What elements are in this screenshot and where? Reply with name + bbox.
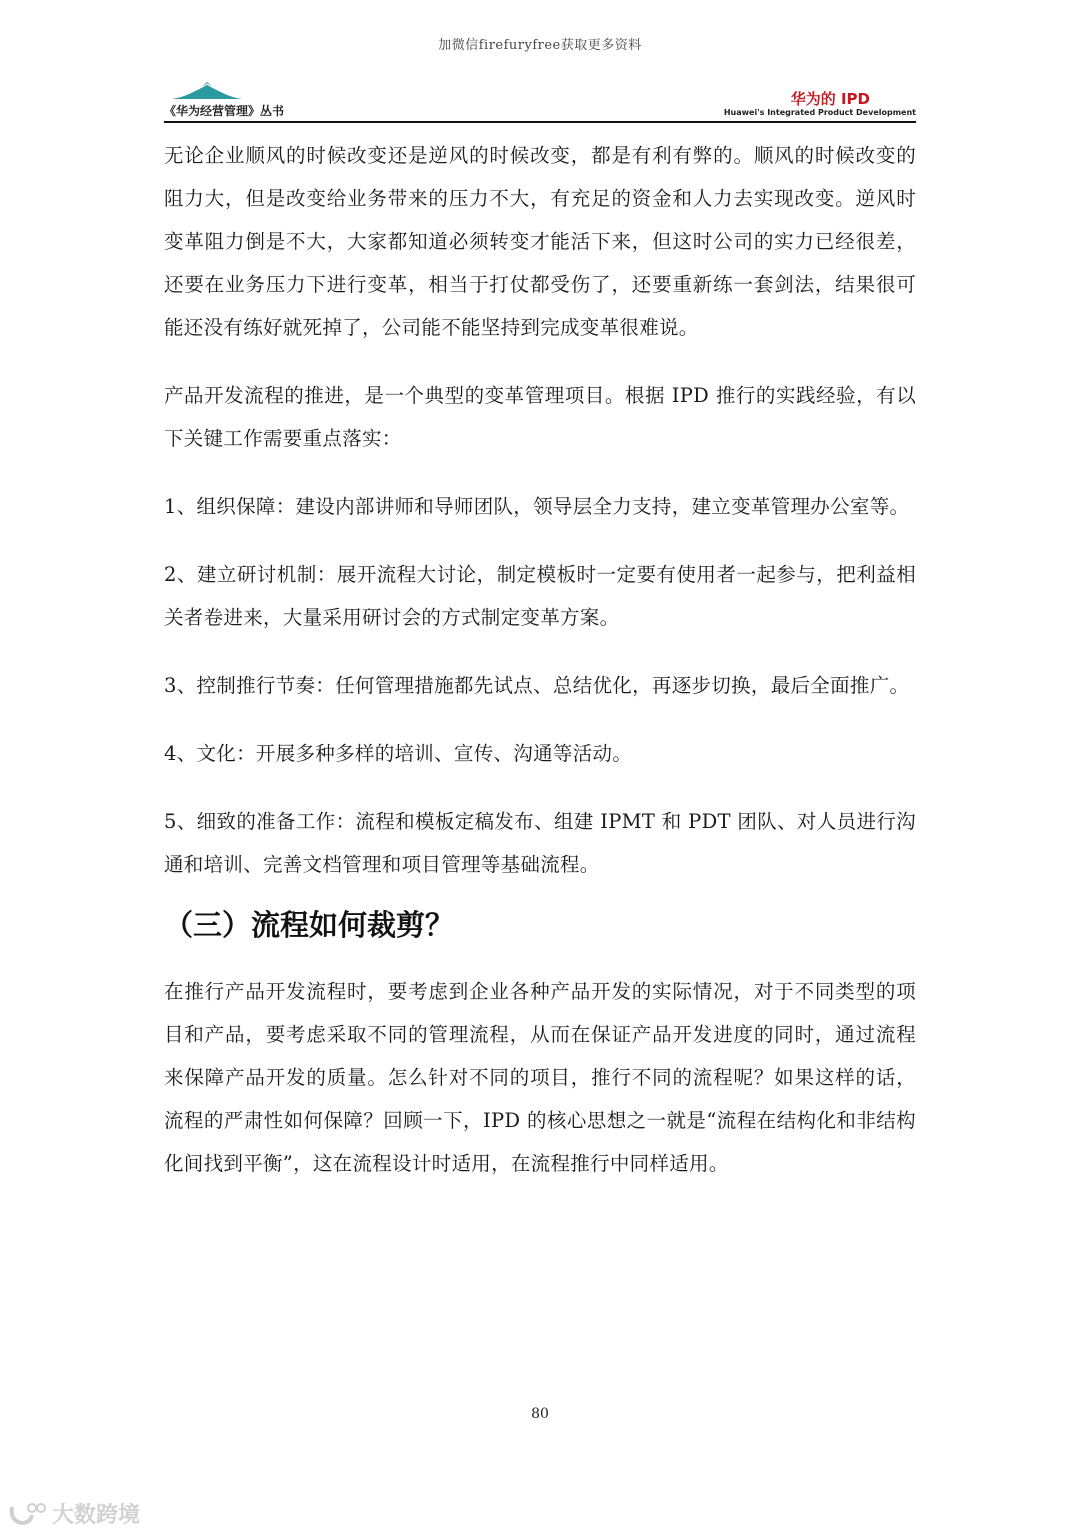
list-item: 3、控制推行节奏：任何管理措施都先试点、总结优化，再逐步切换，最后全面推广。 [164,674,910,697]
page-number: 80 [531,1406,549,1422]
brand-subtitle: Huawei's Integrated Product Development [723,108,916,117]
list-item: 2、建立研讨机制：展开流程大讨论，制定模板时一定要有使用者一起参与，把利益相关者卷进来，大量采用研讨会的方式制定变革方案。 [164,563,916,629]
list-item: 5、细致的准备工作：流程和模板定稿发布、组建 IPMT 和 PDT 团队、对人员进行沟通和培训、完善文档管理和项目管理等基础流程。 [164,810,916,876]
paragraph: 在推行产品开发流程时，要考虑到企业各种产品开发的实际情况，对于不同类型的项目和产品，要考虑采取不同的管理流程，从而在保证产品开发进度的同时，通过流程来保障产品开发的质量。怎么针对不同的项目，推行不同的流程呢？如果这样的话，流程的严肃性如何保障？回顾一下，IPD 的核心思想之一就是“流程在结构化和非结构化间找到平衡”，这在流程设计时适用，在流程推行中同样适用。 [164,980,916,1175]
header-divider [164,121,916,123]
series-title: 《华为经营管理》丛书 [164,104,285,118]
watermark [8,1498,140,1529]
list-item: 4、文化：开展多种多样的培训、宣传、沟通等活动。 [164,742,633,765]
paragraph: 无论企业顺风的时候改变还是逆风的时候改变，都是有利有弊的。顺风的时候改变的阻力大，但是改变给业务带来的压力不大，有充足的资金和人力去实现改变。逆风时变革阻力倒是不大，大家都知道必须转变才能活下来，但这时公司的实力已经很差，还要在业务压力下进行变革，相当于打仗都受伤了，还要重新练一套剑法，结果很可能还没有练好就死掉了，公司能不能坚持到完成变革很难说。 [164,144,916,339]
page-header [164,70,916,122]
paragraph: 产品开发流程的推进，是一个典型的变革管理项目。根据 IPD 推行的实践经验，有以下关键工作需要重点落实： [164,384,916,450]
page-content [164,134,916,1185]
mountain-logo-icon [172,78,242,100]
watermark-text: 大数跨境 [52,1503,141,1528]
top-note: 加微信firefuryfree获取更多资料 [438,38,642,53]
watermark-logo-icon [8,1501,46,1527]
section-heading: （三）流程如何裁剪？ [164,908,455,942]
list-item: 1、组织保障：建设内部讲师和导师团队，领导层全力支持，建立变革管理办公室等。 [164,495,910,518]
brand-title: 华为的 IPD [790,90,870,108]
